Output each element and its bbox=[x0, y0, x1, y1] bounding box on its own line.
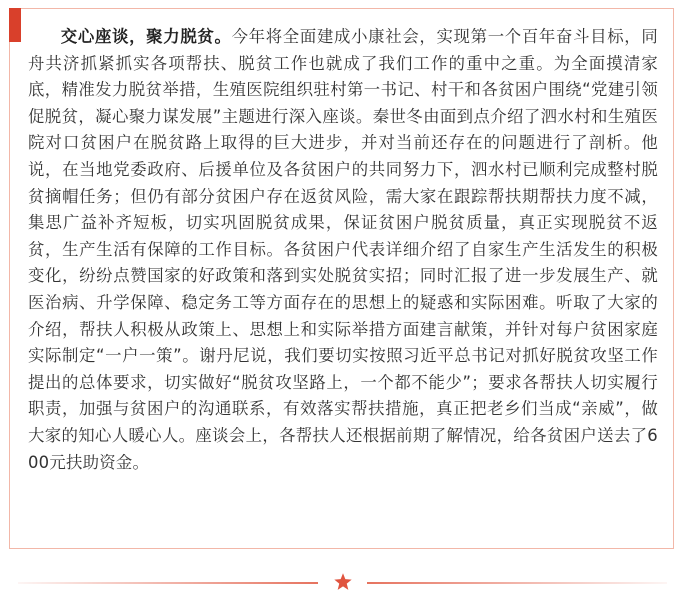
star-icon bbox=[333, 572, 353, 592]
article-body-text: 今年将全面建成小康社会，实现第一个百年奋斗目标，同舟共济抓紧抓实各项帮扶、脱贫工作也就成了我们工作的重中之重。为全面摸清家底，精准发力脱贫举措，生殖医院组织驻村第一书记、村干和各贫困户围绕“党建引领促脱贫，凝心聚力谋发展”主题进行深入座谈。秦世冬由面到点介绍了泗水村和生殖医院对口贫困户在脱贫路上取得的巨大进步，并对当前还存在的问题进行了剖析。他说，在当地党委政府、后援单位及各贫困户的共同努力下，泗水村已顺利完成整村脱贫摘帽任务；但仍有部分贫困户存在返贫风险，需大家在跟踪帮扶期帮扶力度不减，集思广益补齐短板，切实巩固脱贫成果，保证贫困户脱贫质量，真正实现脱贫不返贫，生产生活有保障的工作目标。各贫困户代表详细介绍了自家生产生活发生的积极变化，纷纷点赞国家的好政策和落到实处脱贫实招；同时汇报了进一步发展生产、就医治病、升学保障、稳定务工等方面存在的思想上的疑惑和实际困难。听取了大家的介绍，帮扶人积极从政策上、思想上和实际举措方面建言献策，并针对每户贫困家庭实际制定“一户一策”。谢丹尼说，我们要切实按照习近平总书记对抓好脱贫攻坚工作提出的总体要求，切实做好“脱贫攻坚路上，一个都不能少”；要求各帮扶人切实履行职责，加强与贫困户的沟通联系，有效落实帮扶措施，真正把老乡们当成“亲威”，做大家的知心人暖心人。座谈会上，各帮扶人还根据前期了解情况，给各贫困户送去了600元扶助资金。 bbox=[28, 27, 659, 472]
corner-accent-bar bbox=[9, 8, 21, 42]
article-paragraph bbox=[28, 24, 658, 476]
divider-line-left bbox=[18, 582, 318, 584]
divider-line-right bbox=[367, 582, 667, 584]
article-lead-phrase: 交心座谈，聚力脱贫。 bbox=[60, 27, 232, 46]
footer-divider bbox=[18, 576, 667, 590]
